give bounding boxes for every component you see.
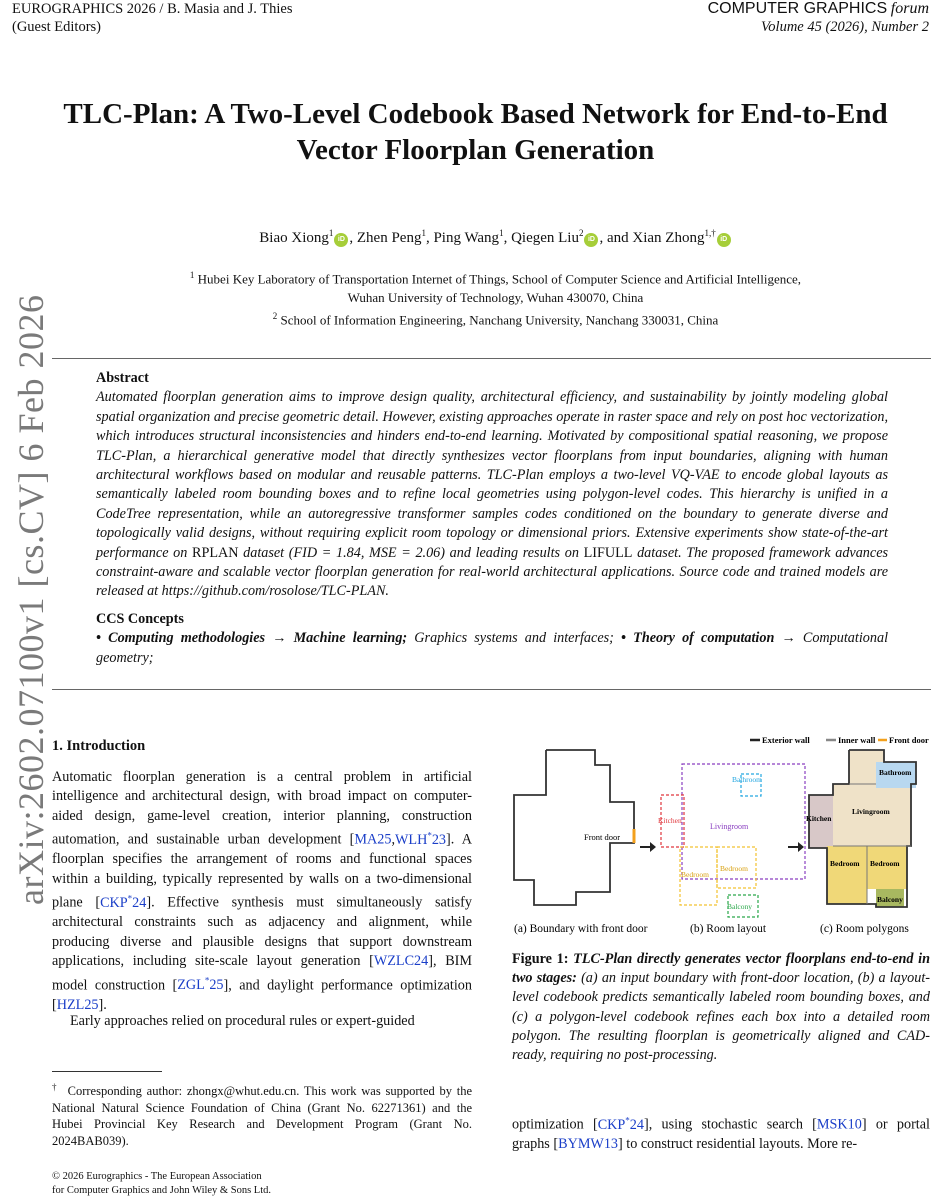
cite-ckp24-2[interactable] — [598, 1117, 644, 1133]
label-b-balcony: Balcony — [727, 902, 752, 911]
label-c-bathroom: Bathroom — [879, 768, 912, 777]
caption-label: Figure 1: — [512, 951, 569, 967]
journal-suffix: forum — [890, 0, 929, 17]
cite-wzlc24[interactable]: WZLC24 — [373, 953, 429, 970]
intro-text-i: ] or portal graphs [ — [512, 1116, 930, 1153]
ccs-concepts — [96, 629, 888, 668]
abstract-p2: dataset (FID = 1.84, MSE = 2.06) and leading results on — [238, 544, 584, 561]
cite-msk10[interactable]: MSK10 — [816, 1116, 862, 1133]
header-left — [12, 0, 292, 36]
footnote-mark: † — [52, 1082, 59, 1092]
abstract-bottom-rule — [52, 689, 931, 690]
cite-wlh-year: 23 — [431, 831, 447, 848]
cite-zgl-year: 25 — [209, 977, 224, 994]
abstract-p1: Automated floorplan generation aims to improve design quality, architectural efficiency, and sustainability by jointly modeling global spatial organization and precise geometric detail. However, existing approaches operate in raster space and rely on post hoc vectorization, which introduces structural inconsistencies and hinders end-to-end learning. Motivated by compositional spatial reasoning, we propose TLC-Plan, a hierarchical generative model that directly synthesizes vector floorplans from input boundaries, aligning with human architectural workflows based on modular and reusable patterns. TLC-Plan employs a two-level VQ-VAE to encode global layouts as semantically labeled room bounding boxes and to refine local geometries using polygon-level codes. This hierarchy is unified in a CodeTree representation, while an autoregressive transformer samples codes conditioned on the boundary to generate diverse and topologically valid designs, without requiring explicit room topology or dimensional priors. Extensive experiments show state-of-the-art performance on — [96, 389, 888, 561]
author-separator: , — [503, 230, 512, 246]
author: Qiegen Liu — [511, 230, 579, 246]
intro-text-d: ], BIM model construction [ — [52, 953, 472, 994]
editors-line: (Guest Editors) — [12, 19, 101, 35]
cite-ckp24[interactable] — [100, 895, 146, 911]
ccs-toc: • Theory of computation — [621, 630, 775, 647]
label-b-bathroom: Bathroom — [732, 775, 762, 784]
ccs-arrow-2: → — [781, 630, 796, 647]
legend-door-label: Front door — [889, 735, 929, 745]
label-b-kitchen: Kitchen — [658, 816, 682, 825]
cite-hzl25[interactable]: HZL25 — [56, 996, 99, 1013]
orcid-icon[interactable]: iD — [717, 233, 731, 247]
aff2-sup: 2 — [272, 311, 278, 322]
author-list — [30, 228, 931, 247]
author-separator: , and — [599, 230, 633, 246]
cite-wlh23[interactable] — [395, 832, 446, 848]
header-right — [509, 0, 929, 36]
arrow-a-to-b — [640, 842, 656, 852]
ccs-heading: CCS Concepts — [96, 610, 184, 627]
title-line-1: TLC-Plan: A Two-Level Codebook Based Network for End-to-End — [63, 98, 888, 130]
footnote — [52, 1079, 472, 1149]
front-door-label: Front door — [584, 832, 621, 842]
subcaption-a: (a) Boundary with front door — [514, 923, 648, 935]
volume-line: Volume 45 (2026), Number 2 — [761, 19, 929, 35]
intro-text-b: ]. A floorplan specifies the arrangement of rooms and functional spaces within a building, typically represented by walls on a two-dimensional plane [ — [52, 831, 472, 911]
ccs-ml: Machine learning; — [293, 630, 408, 647]
intro-text-c: ]. Effective synthesis must simultaneously satisfy architectural constraints such as adjacency and alignment, while producing diverse and plausible designs that support downstream applications, including site-scale layout generation [ — [52, 894, 472, 970]
author-sup: 1 — [421, 228, 426, 238]
caption-bold: TLC-Plan directly generates vector floorplans end-to-end in two stages: — [512, 951, 931, 987]
author-sup: 1 — [328, 228, 334, 238]
paper-title — [20, 96, 931, 168]
cite-comma: , — [391, 831, 396, 848]
cite-wlh-text: WLH — [395, 831, 428, 848]
legend-ext-label: Exterior wall — [762, 735, 810, 745]
author-sup: 1,† — [704, 228, 716, 238]
label-c-balcony: Balcony — [877, 895, 903, 904]
author-sup: 1 — [499, 228, 504, 238]
author-sup: 2 — [578, 228, 584, 238]
cite-ckp-star: * — [127, 893, 133, 904]
footnote-rule — [52, 1071, 162, 1072]
arxiv-stamp: arXiv:2602.07100v1 [cs.CV] 6 Feb 2026 — [11, 294, 51, 905]
ccs-arrow-1: → — [272, 630, 287, 647]
intro-p2: Early approaches relied on procedural rules or expert-guided — [70, 1013, 415, 1029]
label-c-livingroom: Livingroom — [852, 807, 890, 816]
author-separator: , — [349, 230, 357, 246]
caption-rest: (a) an input boundary with front-door location, (b) a layout-level codebook predicts semantically labeled room bounding boxes, and (c) a polygon-level codebook refines each box into a detailed room polygon. The resulting floorplan is geometrically aligned and CAD-ready, requiring no post-processing. — [512, 970, 930, 1064]
footnote-text: Corresponding author: zhongx@whut.edu.cn. This work was supported by the National Natural Science Foundation of China (Grant No. 62271361) and the Hubei Provincial Key Research and Development Program (Grant No. 2024BAB039). — [52, 1084, 473, 1148]
journal-name: COMPUTER GRAPHICS — [707, 0, 888, 17]
abstract-top-rule — [52, 358, 931, 359]
ccs-cg: Computational geometry; — [96, 630, 889, 666]
dataset-rplan: RPLAN — [191, 544, 239, 561]
boundary-outline — [514, 750, 634, 905]
label-b-bedroom-1: Bedroom — [681, 870, 709, 879]
intro-text-f: ]. — [98, 996, 107, 1013]
copyright-line-1: © 2026 Eurographics - The European Association — [52, 1171, 262, 1182]
label-c-kitchen: Kitchen — [806, 814, 832, 823]
poly-bedroom-1 — [827, 846, 867, 904]
intro-p1 — [52, 768, 472, 1015]
intro-text-j: ] to construct residential layouts. More re- — [618, 1136, 858, 1153]
aff2-line1: School of Information Engineering, Nanchang University, Nanchang 330031, China — [280, 312, 719, 328]
cite-ma25[interactable]: MA25 — [354, 831, 392, 848]
author: Biao Xiong — [259, 230, 329, 246]
aff1-line2: Wuhan University of Technology, Wuhan 430070, China — [347, 290, 644, 306]
cite-ckp-text: CKP — [100, 894, 128, 911]
abstract-heading: Abstract — [96, 370, 149, 386]
aff1-line1: Hubei Key Laboratory of Transportation Internet of Things, School of Computer Science and Artificial Intelligence, — [197, 271, 802, 287]
aff1-sup: 1 — [189, 270, 195, 280]
affiliation-1 — [30, 266, 931, 330]
label-c-bedroom-1: Bedroom — [830, 859, 860, 868]
cite-zgl-text: ZGL — [177, 977, 205, 994]
cite-ckp2-text: CKP — [597, 1116, 626, 1133]
title-line-2: Vector Floorplan Generation — [296, 134, 655, 166]
cite-zgl-star: * — [204, 975, 210, 986]
copyright — [52, 1170, 271, 1198]
cite-zgl25[interactable] — [177, 977, 223, 993]
arrow-b-to-c — [788, 842, 804, 852]
intro-p3 — [512, 1111, 930, 1155]
intro-text-g: optimization [ — [512, 1116, 598, 1133]
cite-ckp2-star: * — [625, 1115, 630, 1125]
abstract-body — [96, 388, 888, 601]
author: Xian Zhong — [632, 230, 705, 246]
cite-ckp2-year: 24 — [629, 1116, 644, 1133]
legend-inner-label: Inner wall — [838, 735, 876, 745]
abstract-p3: dataset. The proposed framework advances constraint-aware and scalable vector floorplan generation for real-world architectural applications. Source code and trained models are released at https://github.com/rosolose/TLC-PLAN. — [96, 544, 889, 600]
conference-line: EUROGRAPHICS 2026 / B. Masia and J. Thies — [12, 1, 293, 17]
author: Zhen Peng — [356, 230, 422, 246]
subcaption-c: (c) Room polygons — [820, 923, 909, 935]
label-c-bedroom-2: Bedroom — [870, 859, 900, 868]
intro-text-e: ], and daylight performance optimization [ — [52, 977, 472, 1013]
ccs-cm: • Computing methodologies — [96, 630, 266, 647]
cite-bymw13[interactable]: BYMW13 — [558, 1136, 619, 1153]
intro-heading: 1. Introduction — [52, 738, 146, 754]
subcaption-b: (b) Room layout — [690, 923, 767, 935]
orcid-icon[interactable]: iD — [584, 233, 598, 247]
author: Ping Wang — [433, 230, 500, 246]
intro-text-a: Automatic floorplan generation is a central problem in artificial intelligence and architectural design, with broad impact on computer-aided design, game-level creation, interior planning, construction automation, and sustainable urban development [ — [52, 769, 472, 848]
intro-text-h: ], using stochastic search [ — [643, 1116, 817, 1133]
dataset-lifull: LIFULL — [583, 544, 633, 561]
figure-caption — [512, 950, 930, 1065]
label-b-livingroom: Livingroom — [710, 822, 749, 831]
author-separator: , — [425, 230, 434, 246]
cite-ckp-year: 24 — [132, 894, 147, 911]
label-b-bedroom-2: Bedroom — [720, 864, 748, 873]
abstract — [96, 369, 888, 668]
ccs-gs: Graphics systems and interfaces; — [407, 630, 622, 647]
orcid-icon[interactable]: iD — [334, 233, 348, 247]
copyright-line-2: for Computer Graphics and John Wiley & Sons Ltd. — [52, 1185, 271, 1196]
figure-1 — [506, 732, 931, 938]
cite-wlh-star: * — [427, 830, 432, 841]
